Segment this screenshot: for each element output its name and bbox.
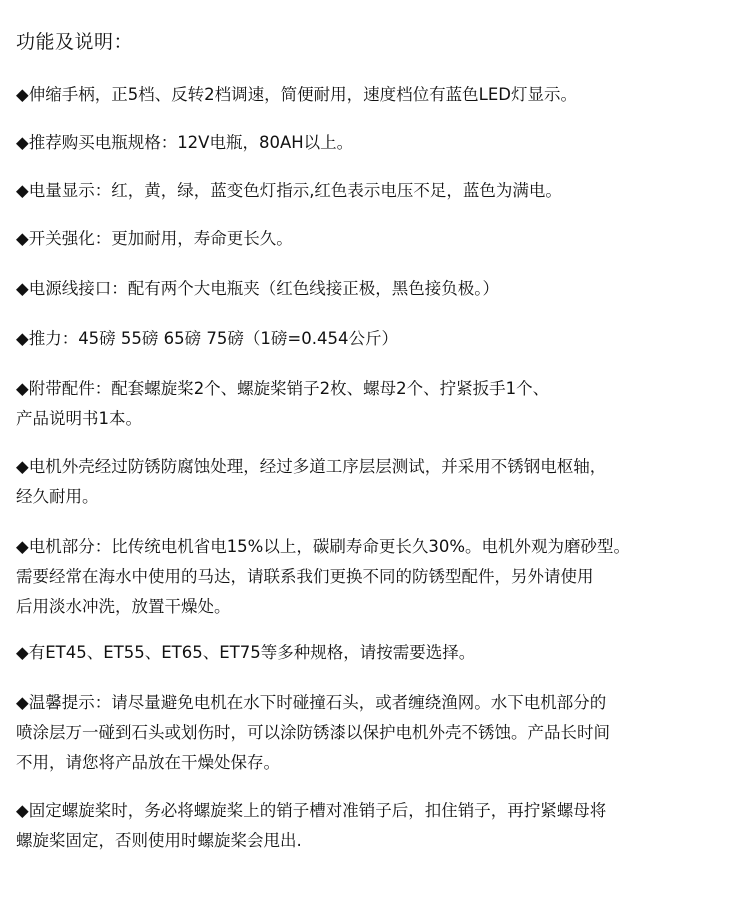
item-thrust [16, 324, 734, 354]
item-line: 不用，请您将产品放在干燥处保存。 [16, 753, 280, 772]
item-line: ◆电机外壳经过防锈防腐蚀处理，经过多道工序层层测试，并采用不锈钢电枢轴， [16, 457, 607, 476]
item-line: ◆电机部分：比传统电机省电15%以上，碳刷寿命更长久30%。电机外观为磨砂型。 [16, 537, 631, 556]
item-accessories [16, 374, 734, 434]
item-line: ◆附带配件：配套螺旋桨2个、螺旋桨销子2枚、螺母2个、拧紧扳手1个、 [16, 379, 550, 398]
item-battery-spec [16, 128, 734, 158]
item-power-indicator [16, 176, 734, 206]
item-line: 需要经常在海水中使用的马达，请联系我们更换不同的防锈型配件，另外请使用 [16, 567, 594, 586]
item-switch [16, 224, 734, 254]
item-line: ◆有ET45、ET55、ET65、ET75等多种规格，请按需要选择。 [16, 643, 476, 662]
item-line: 经久耐用。 [16, 487, 99, 506]
item-line: 后用淡水冲洗，放置干燥处。 [16, 597, 231, 616]
item-warm-tips [16, 688, 734, 778]
item-line: 螺旋桨固定，否则使用时螺旋桨会甩出. [16, 831, 302, 850]
page-title: 功能及说明： [16, 31, 134, 53]
item-housing [16, 452, 734, 512]
item-line: 喷涂层万一碰到石头或划伤时，可以涂防锈漆以保护电机外壳不锈蚀。产品长时间 [16, 723, 610, 742]
item-line: ◆固定螺旋桨时，务必将螺旋桨上的销子槽对准销子后，扣住销子，再拧紧螺母将 [16, 801, 607, 820]
item-line: ◆推力：45磅 55磅 65磅 75磅（1磅=0.454公斤） [16, 329, 398, 348]
item-propeller-fixing [16, 796, 734, 856]
item-power-cable [16, 274, 734, 304]
item-handle-speed [16, 80, 734, 110]
item-line: ◆开关强化：更加耐用，寿命更长久。 [16, 229, 293, 248]
item-motor-section [16, 532, 734, 622]
item-line: ◆温馨提示：请尽量避免电机在水下时碰撞石头，或者缠绕渔网。水下电机部分的 [16, 693, 607, 712]
item-line: ◆电源线接口：配有两个大电瓶夹（红色线接正极，黑色接负极。） [16, 279, 499, 298]
item-models [16, 638, 734, 668]
item-line: ◆伸缩手柄，正5档、反转2档调速，简便耐用，速度档位有蓝色LED灯显示。 [16, 85, 578, 104]
item-line: 产品说明书1本。 [16, 409, 142, 428]
item-line: ◆推荐购买电瓶规格：12V电瓶，80AH以上。 [16, 133, 354, 152]
item-line: ◆电量显示：红，黄，绿，蓝变色灯指示,红色表示电压不足，蓝色为满电。 [16, 181, 562, 200]
